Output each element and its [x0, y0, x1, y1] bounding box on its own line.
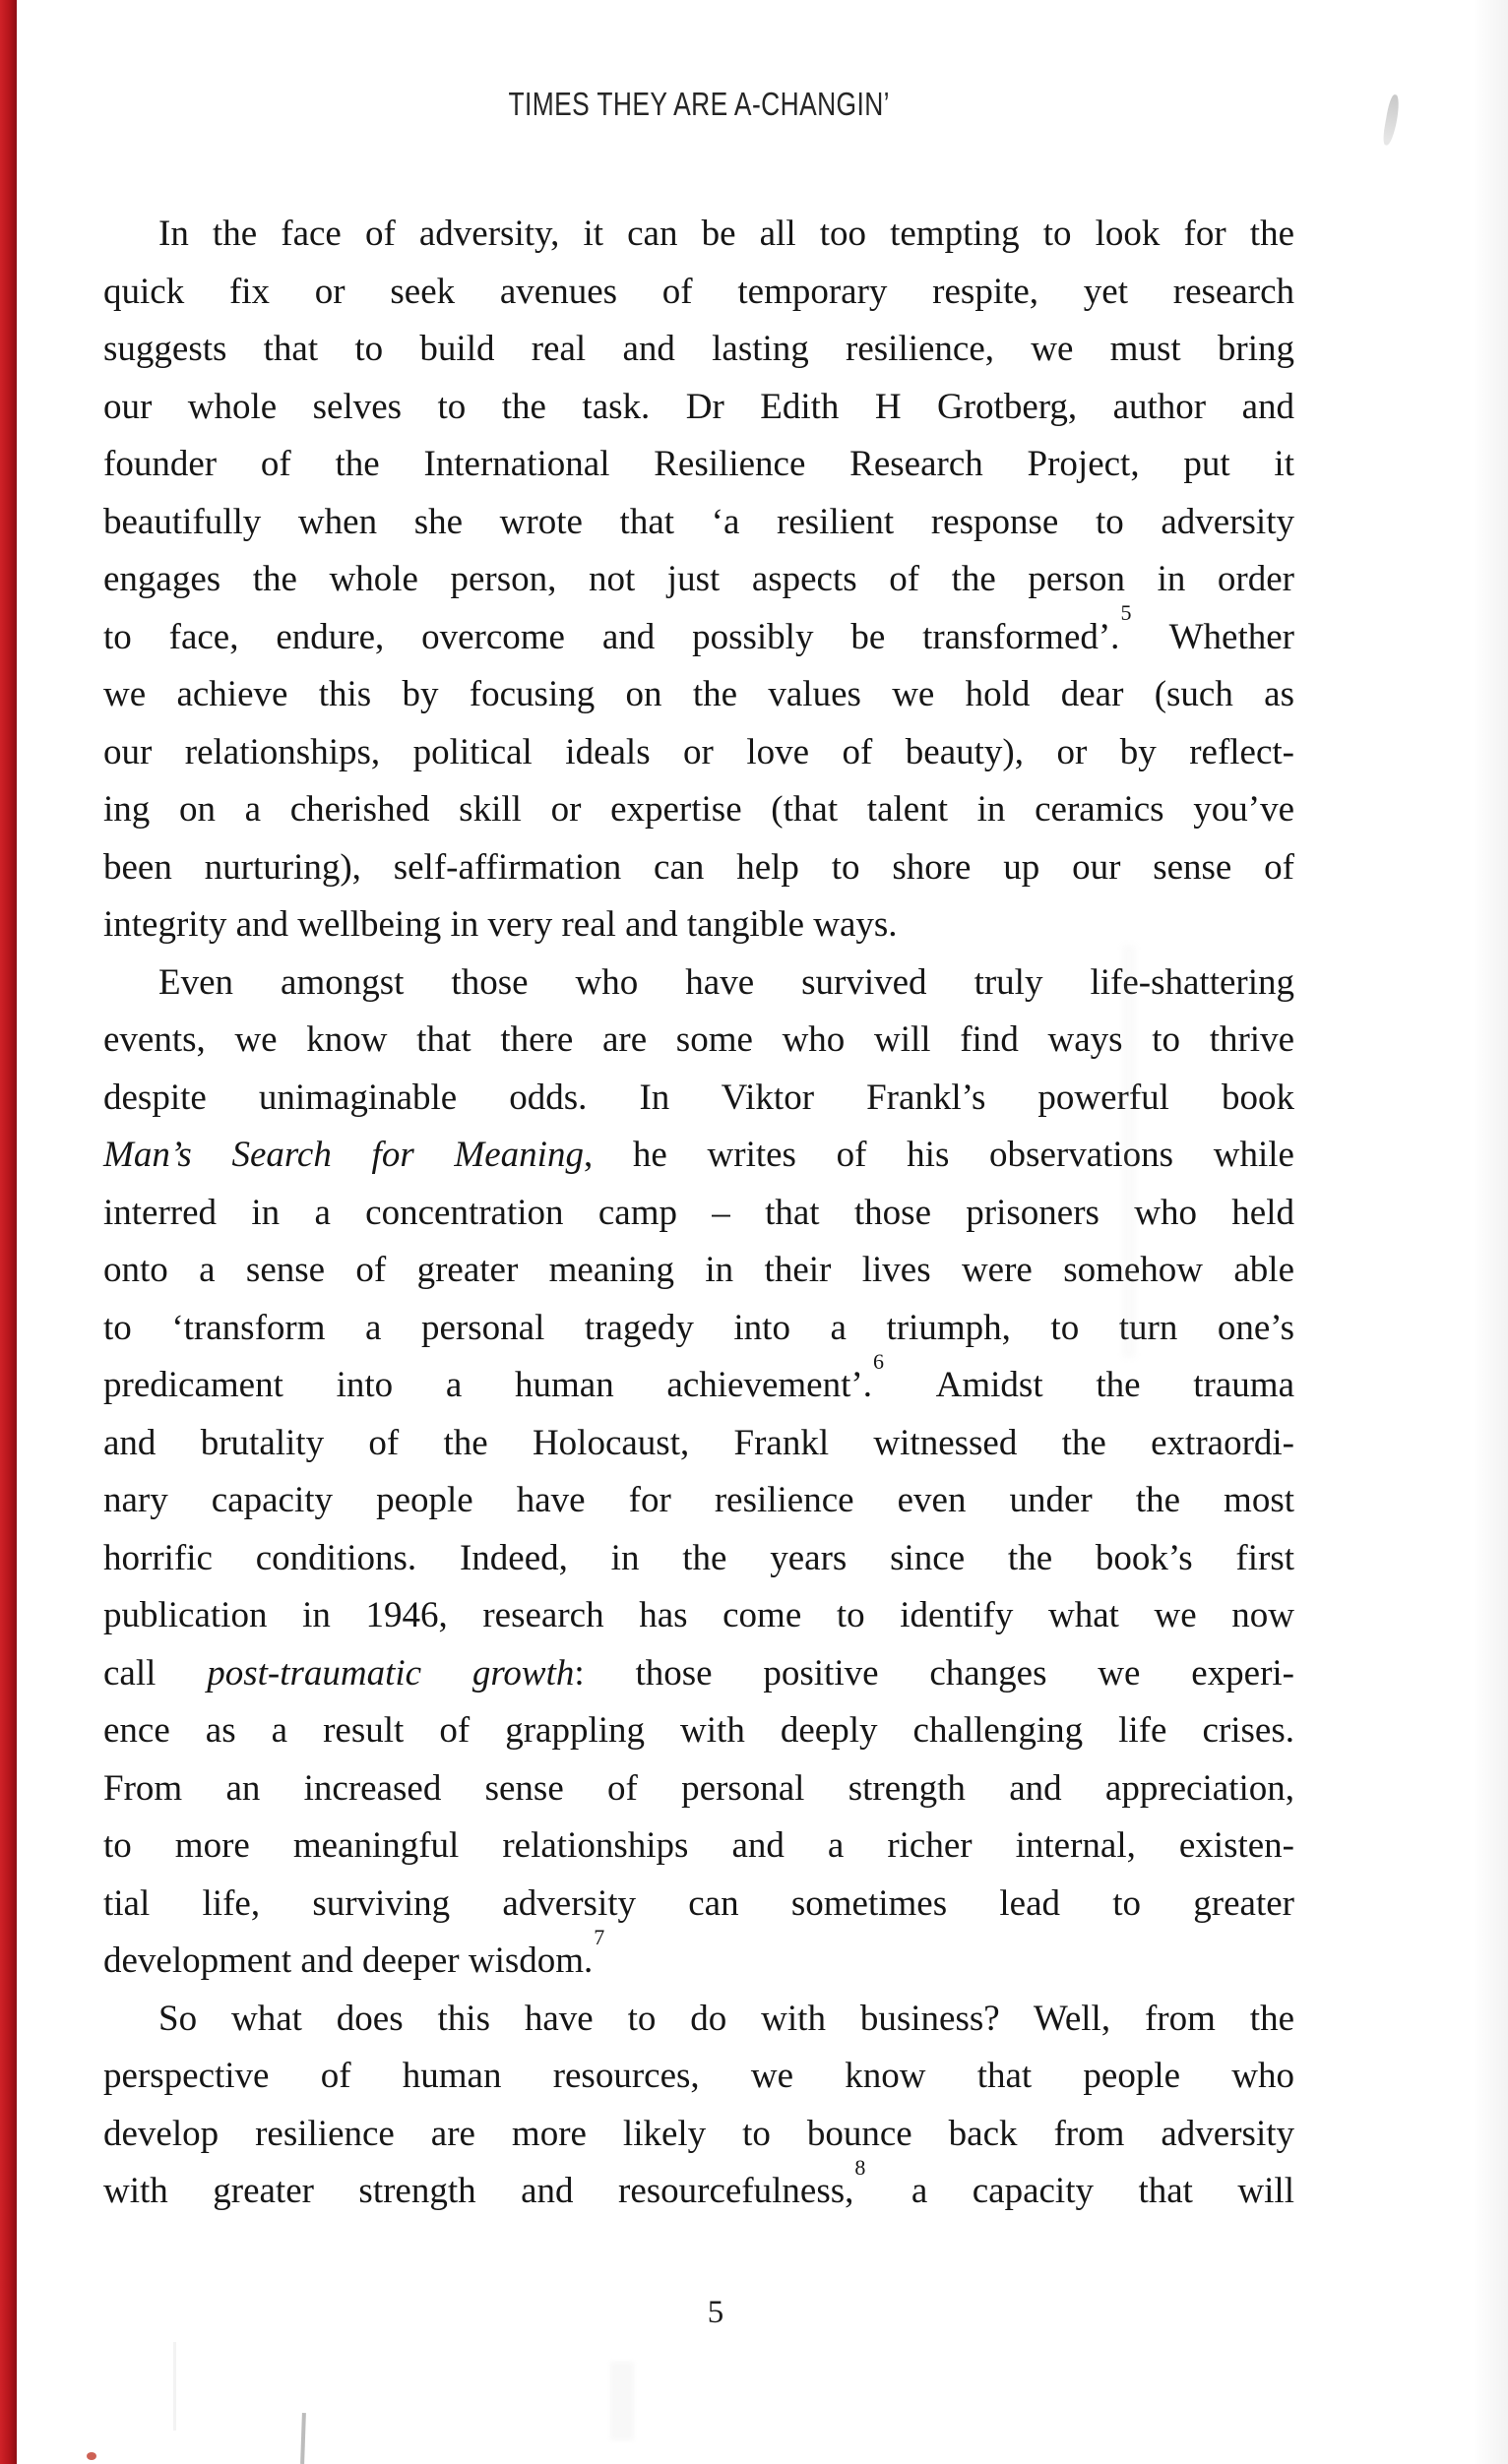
scan-artifact-edge-shade [1473, 0, 1508, 2464]
footnote-marker: 6 [872, 1348, 884, 1374]
text-run: interred in a concentration camp – that those prisoners who held [103, 1192, 1294, 1233]
text-line [103, 551, 1294, 609]
text-run: and brutality of the Holocaust, Frankl witnessed the extraordi- [103, 1422, 1294, 1463]
italic-text: Man’s Search for Meaning [103, 1135, 584, 1175]
text-run: In the face of adversity, it can be all too tempting to look for the [158, 214, 1294, 254]
text-run: Amidst the trauma [884, 1365, 1294, 1405]
text-line [103, 2048, 1294, 2106]
text-line [103, 1242, 1294, 1300]
text-line [103, 781, 1294, 839]
text-line [103, 1472, 1294, 1530]
text-line [103, 1415, 1294, 1473]
footnote-marker: 5 [1120, 600, 1132, 626]
scan-artifact-streak [173, 2342, 176, 2431]
text-run: been nurturing), self-affirmation can help to shore up our sense of [103, 846, 1294, 888]
text-line [103, 1530, 1294, 1588]
text-run: , he writes of his observations while [583, 1135, 1294, 1175]
body-text [103, 206, 1294, 2221]
book-cover-edge-stripe [0, 0, 17, 2464]
text-line [103, 206, 1294, 264]
text-run: quick fix or seek avenues of temporary respite, yet research [103, 271, 1294, 312]
text-line [103, 1012, 1294, 1070]
text-run: to face, endure, overcome and possibly be transformed’. [103, 616, 1120, 657]
text-run: to ‘transform a personal tragedy into a triumph, to turn one’s [103, 1307, 1294, 1348]
text-run: events, we know that there are some who will find ways to thrive [103, 1019, 1294, 1060]
running-header-text: TIMES THEY ARE A-CHANGIN’ [508, 86, 890, 122]
text-run: From an increased sense of personal strength and appreciation, [103, 1767, 1294, 1809]
text-line [103, 1924, 1294, 1991]
text-line [103, 264, 1294, 322]
text-line [103, 1587, 1294, 1645]
text-run: a capacity that will [866, 2171, 1294, 2211]
text-line [103, 896, 1294, 955]
scan-artifact-streak [610, 2362, 634, 2440]
text-run: we achieve this by focusing on the values we hold dear (such as [103, 674, 1294, 714]
text-run: to more meaningful relationships and a richer internal, existen- [103, 1825, 1294, 1866]
text-run: onto a sense of greater meaning in their lives were somehow able [103, 1250, 1294, 1290]
text-line [103, 1645, 1294, 1703]
text-run: perspective of human resources, we know that people who [103, 2056, 1294, 2096]
text-line [103, 666, 1294, 724]
text-run: Whether [1132, 616, 1294, 657]
page-number: 5 [707, 2295, 724, 2330]
text-run: with greater strength and resourcefulness, [103, 2171, 854, 2211]
text-line [103, 1070, 1294, 1128]
italic-text: post-traumatic growth [207, 1652, 575, 1694]
text-line [103, 494, 1294, 552]
text-line [103, 321, 1294, 379]
scan-artifact-streak [300, 2413, 306, 2464]
text-run: integrity and wellbeing in very real and tangible ways. [103, 904, 898, 945]
text-line [103, 2106, 1294, 2164]
text-run: call [103, 1652, 208, 1694]
text-line [103, 1127, 1294, 1185]
text-run: despite unimaginable odds. In Viktor Frankl’s powerful book [103, 1077, 1294, 1118]
text-line [103, 1348, 1294, 1415]
text-run: development and deeper wisdom. [103, 1940, 594, 1981]
text-line [103, 1991, 1294, 2049]
text-line [103, 1760, 1294, 1818]
text-line [103, 839, 1294, 897]
text-line [103, 1300, 1294, 1358]
text-run: horrific conditions. Indeed, in the years since the book’s first [103, 1537, 1294, 1578]
text-run: engages the whole person, not just aspects of the person in order [103, 559, 1294, 599]
text-run: beautifully when she wrote that ‘a resilient response to adversity [103, 501, 1294, 542]
scan-artifact-mark [1382, 93, 1402, 146]
text-run: our whole selves to the task. Dr Edith H Grotberg, author and [103, 386, 1294, 427]
text-run: our relationships, political ideals or love of beauty), or by reflect- [103, 731, 1294, 772]
text-line [103, 2154, 1294, 2221]
text-line [103, 1185, 1294, 1243]
text-line [103, 1876, 1294, 1934]
running-header [103, 85, 1294, 124]
text-run: ence as a result of grappling with deeply challenging life crises. [103, 1710, 1294, 1751]
text-run: So what does this have to do with business? Well, from the [158, 1998, 1294, 2039]
text-line [103, 379, 1294, 437]
footnote-marker: 8 [854, 2154, 866, 2180]
text-line [103, 1702, 1294, 1760]
text-run: founder of the International Resilience Research Project, put it [103, 444, 1294, 484]
text-run: suggests that to build real and lasting resilience, we must bring [103, 329, 1294, 369]
text-run: Even amongst those who have survived truly life-shattering [158, 961, 1294, 1003]
text-run: predicament into a human achievement’. [103, 1365, 872, 1405]
text-run: ing on a cherished skill or expertise (that talent in ceramics you’ve [103, 789, 1294, 830]
text-line [103, 436, 1294, 494]
text-line [103, 724, 1294, 782]
text-run: develop resilience are more likely to bounce back from adversity [103, 2113, 1294, 2154]
scan-artifact-red-speck [87, 2452, 96, 2460]
text-run: : those positive changes we experi- [574, 1652, 1295, 1694]
text-run: publication in 1946, research has come to identify what we now [103, 1595, 1294, 1635]
text-run: nary capacity people have for resilience even under the most [103, 1480, 1294, 1520]
footnote-marker: 7 [594, 1924, 605, 1949]
text-line [103, 955, 1294, 1013]
text-line [103, 600, 1294, 667]
text-line [103, 1817, 1294, 1876]
text-run: tial life, surviving adversity can sometimes lead to greater [103, 1882, 1294, 1924]
